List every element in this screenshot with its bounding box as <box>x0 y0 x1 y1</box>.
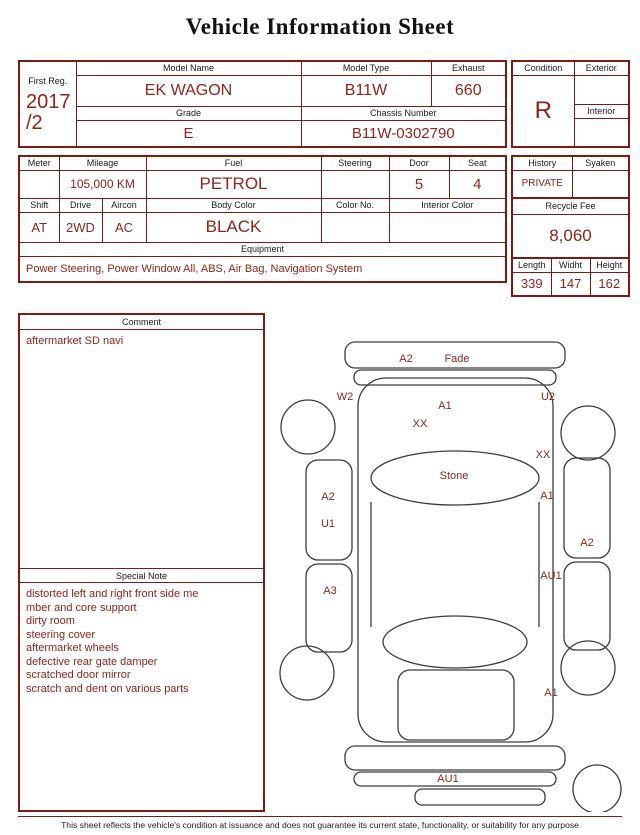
special-note-body <box>20 583 263 701</box>
comment-line: aftermarket SD navi <box>26 335 124 347</box>
comment-panel <box>18 313 265 812</box>
first-reg-year: 2017 <box>26 91 71 113</box>
grade-value: E <box>76 120 301 147</box>
shift-label: Shift <box>19 198 59 212</box>
spec-table <box>18 155 507 283</box>
wheel-rear-left <box>280 646 334 700</box>
special-note-line: steering cover <box>26 628 96 641</box>
syaken-label: Syaken <box>572 156 629 170</box>
diagram-area <box>270 312 636 812</box>
wheel-front-right <box>561 406 615 460</box>
first-reg-cell <box>19 61 76 147</box>
color-no-value <box>321 212 389 242</box>
grade-label: Grade <box>76 106 301 120</box>
special-note-line: dirty room <box>26 615 75 627</box>
color-no-label: Color No. <box>321 198 389 212</box>
dimensions-table <box>511 257 630 297</box>
meter-label: Meter <box>19 156 59 170</box>
special-note-line: mber and core support <box>26 601 137 614</box>
height-value: 162 <box>590 272 629 296</box>
spec-section <box>18 155 628 297</box>
special-note-line: defective rear gate damper <box>26 655 158 668</box>
mileage-value: 105,000 KM <box>59 170 146 198</box>
condition-mark: A1 <box>540 489 554 502</box>
special-note-line: distorted left and right front side me <box>26 588 199 600</box>
condition-mark: Fade <box>444 352 470 365</box>
condition-mark: A3 <box>323 584 337 597</box>
steering-label: Steering <box>321 156 389 170</box>
special-note-label: Special Note <box>20 568 263 583</box>
seat-value: 4 <box>449 170 506 198</box>
history-value: PRIVATE <box>512 170 572 198</box>
length-value: 339 <box>512 272 551 296</box>
condition-mark: U2 <box>540 390 556 403</box>
model-type-value: B11W <box>301 75 431 106</box>
fuel-label: Fuel <box>146 156 321 170</box>
spare-wheel <box>573 765 621 812</box>
condition-mark: AU1 <box>437 772 459 785</box>
door-panel-rear-right <box>564 562 610 650</box>
special-note-line: aftermarket wheels <box>26 642 119 654</box>
length-label: Length <box>512 258 551 272</box>
comment-label: Comment <box>20 315 263 330</box>
mileage-label: Mileage <box>59 156 146 170</box>
condition-mark: A2 <box>580 536 594 549</box>
trunk <box>398 670 514 740</box>
drive-value: 2WD <box>59 212 102 242</box>
syaken-value <box>572 170 629 198</box>
wheel-rear-right <box>561 641 615 695</box>
condition-mark: W2 <box>336 390 354 403</box>
door-value: 5 <box>389 170 449 198</box>
spec-right-column <box>511 155 628 297</box>
comment-body <box>20 330 263 568</box>
special-note-line: scratch and dent on various parts <box>26 682 189 695</box>
shift-value: AT <box>19 212 59 242</box>
recycle-fee-label: Recycle Fee <box>512 198 629 214</box>
condition-mark: A2 <box>399 352 413 365</box>
car-body <box>358 378 556 742</box>
condition-mark: XX <box>412 417 428 430</box>
vehicle-id-table <box>18 60 507 148</box>
rear-bumper <box>345 746 565 770</box>
chassis-number-value: B11W-0302790 <box>301 120 506 147</box>
recycle-fee-value: 8,060 <box>512 214 629 258</box>
condition-mark: XX <box>535 448 551 461</box>
exhaust-value: 660 <box>431 75 506 106</box>
rear-window <box>383 616 527 668</box>
door-panel-front-left <box>306 460 352 560</box>
history-table <box>511 155 630 199</box>
condition-mark: AU1 <box>540 569 562 582</box>
seat-label: Seat <box>449 156 506 170</box>
equipment-value: Power Steering, Power Window All, ABS, Air Bag, Navigation System <box>19 256 506 282</box>
body-color-label: Body Color <box>146 198 321 212</box>
chassis-number-label: Chassis Number <box>301 106 506 120</box>
width-label: Widht <box>551 258 590 272</box>
condition-mark: Stone <box>439 469 469 482</box>
wheel-front-left <box>281 400 335 454</box>
door-panel-rear-left <box>306 564 352 652</box>
interior-color-label: Interior Color <box>389 198 506 212</box>
first-reg-month: /2 <box>26 112 43 134</box>
special-note-line: scratched door mirror <box>26 669 131 681</box>
exterior-label: Exterior <box>574 61 629 75</box>
model-type-label: Model Type <box>301 61 431 75</box>
equipment-label: Equipment <box>19 242 506 256</box>
condition-mark: A1 <box>438 399 452 412</box>
door-label: Door <box>389 156 449 170</box>
condition-table <box>511 60 630 148</box>
condition-mark: U1 <box>320 517 336 530</box>
fuel-value: PETROL <box>146 170 321 198</box>
exhaust-label: Exhaust <box>431 61 506 75</box>
rear-lower-bar <box>415 789 545 805</box>
aircon-label: Aircon <box>102 198 146 212</box>
aircon-value: AC <box>102 212 146 242</box>
drive-label: Drive <box>59 198 102 212</box>
interior-label: Interior <box>574 104 629 118</box>
model-name-value: EK WAGON <box>76 75 301 106</box>
interior-color-value <box>389 212 506 242</box>
first-reg-value <box>22 86 74 134</box>
condition-mark: A1 <box>544 686 558 699</box>
exterior-value <box>574 75 629 104</box>
page-title: Vehicle Information Sheet <box>185 14 455 39</box>
body-color-value: BLACK <box>146 212 321 242</box>
recycle-fee-table <box>511 197 630 259</box>
width-value: 147 <box>551 272 590 296</box>
top-section <box>18 60 630 148</box>
interior-value <box>574 118 629 147</box>
history-label: History <box>512 156 572 170</box>
meter-value <box>19 170 59 198</box>
steering-value <box>321 170 389 198</box>
model-name-label: Model Name <box>76 61 301 75</box>
condition-mark: A2 <box>321 490 335 503</box>
footer-disclaimer: This sheet reflects the vehicle's condition at issuance and does not guarantee its current state, functionality, or suitability for any purpose <box>18 816 622 830</box>
height-label: Height <box>590 258 629 272</box>
condition-value: R <box>512 75 574 147</box>
first-reg-label: First Reg. <box>28 76 68 86</box>
car-condition-diagram <box>270 312 636 812</box>
condition-label: Condition <box>512 61 574 75</box>
